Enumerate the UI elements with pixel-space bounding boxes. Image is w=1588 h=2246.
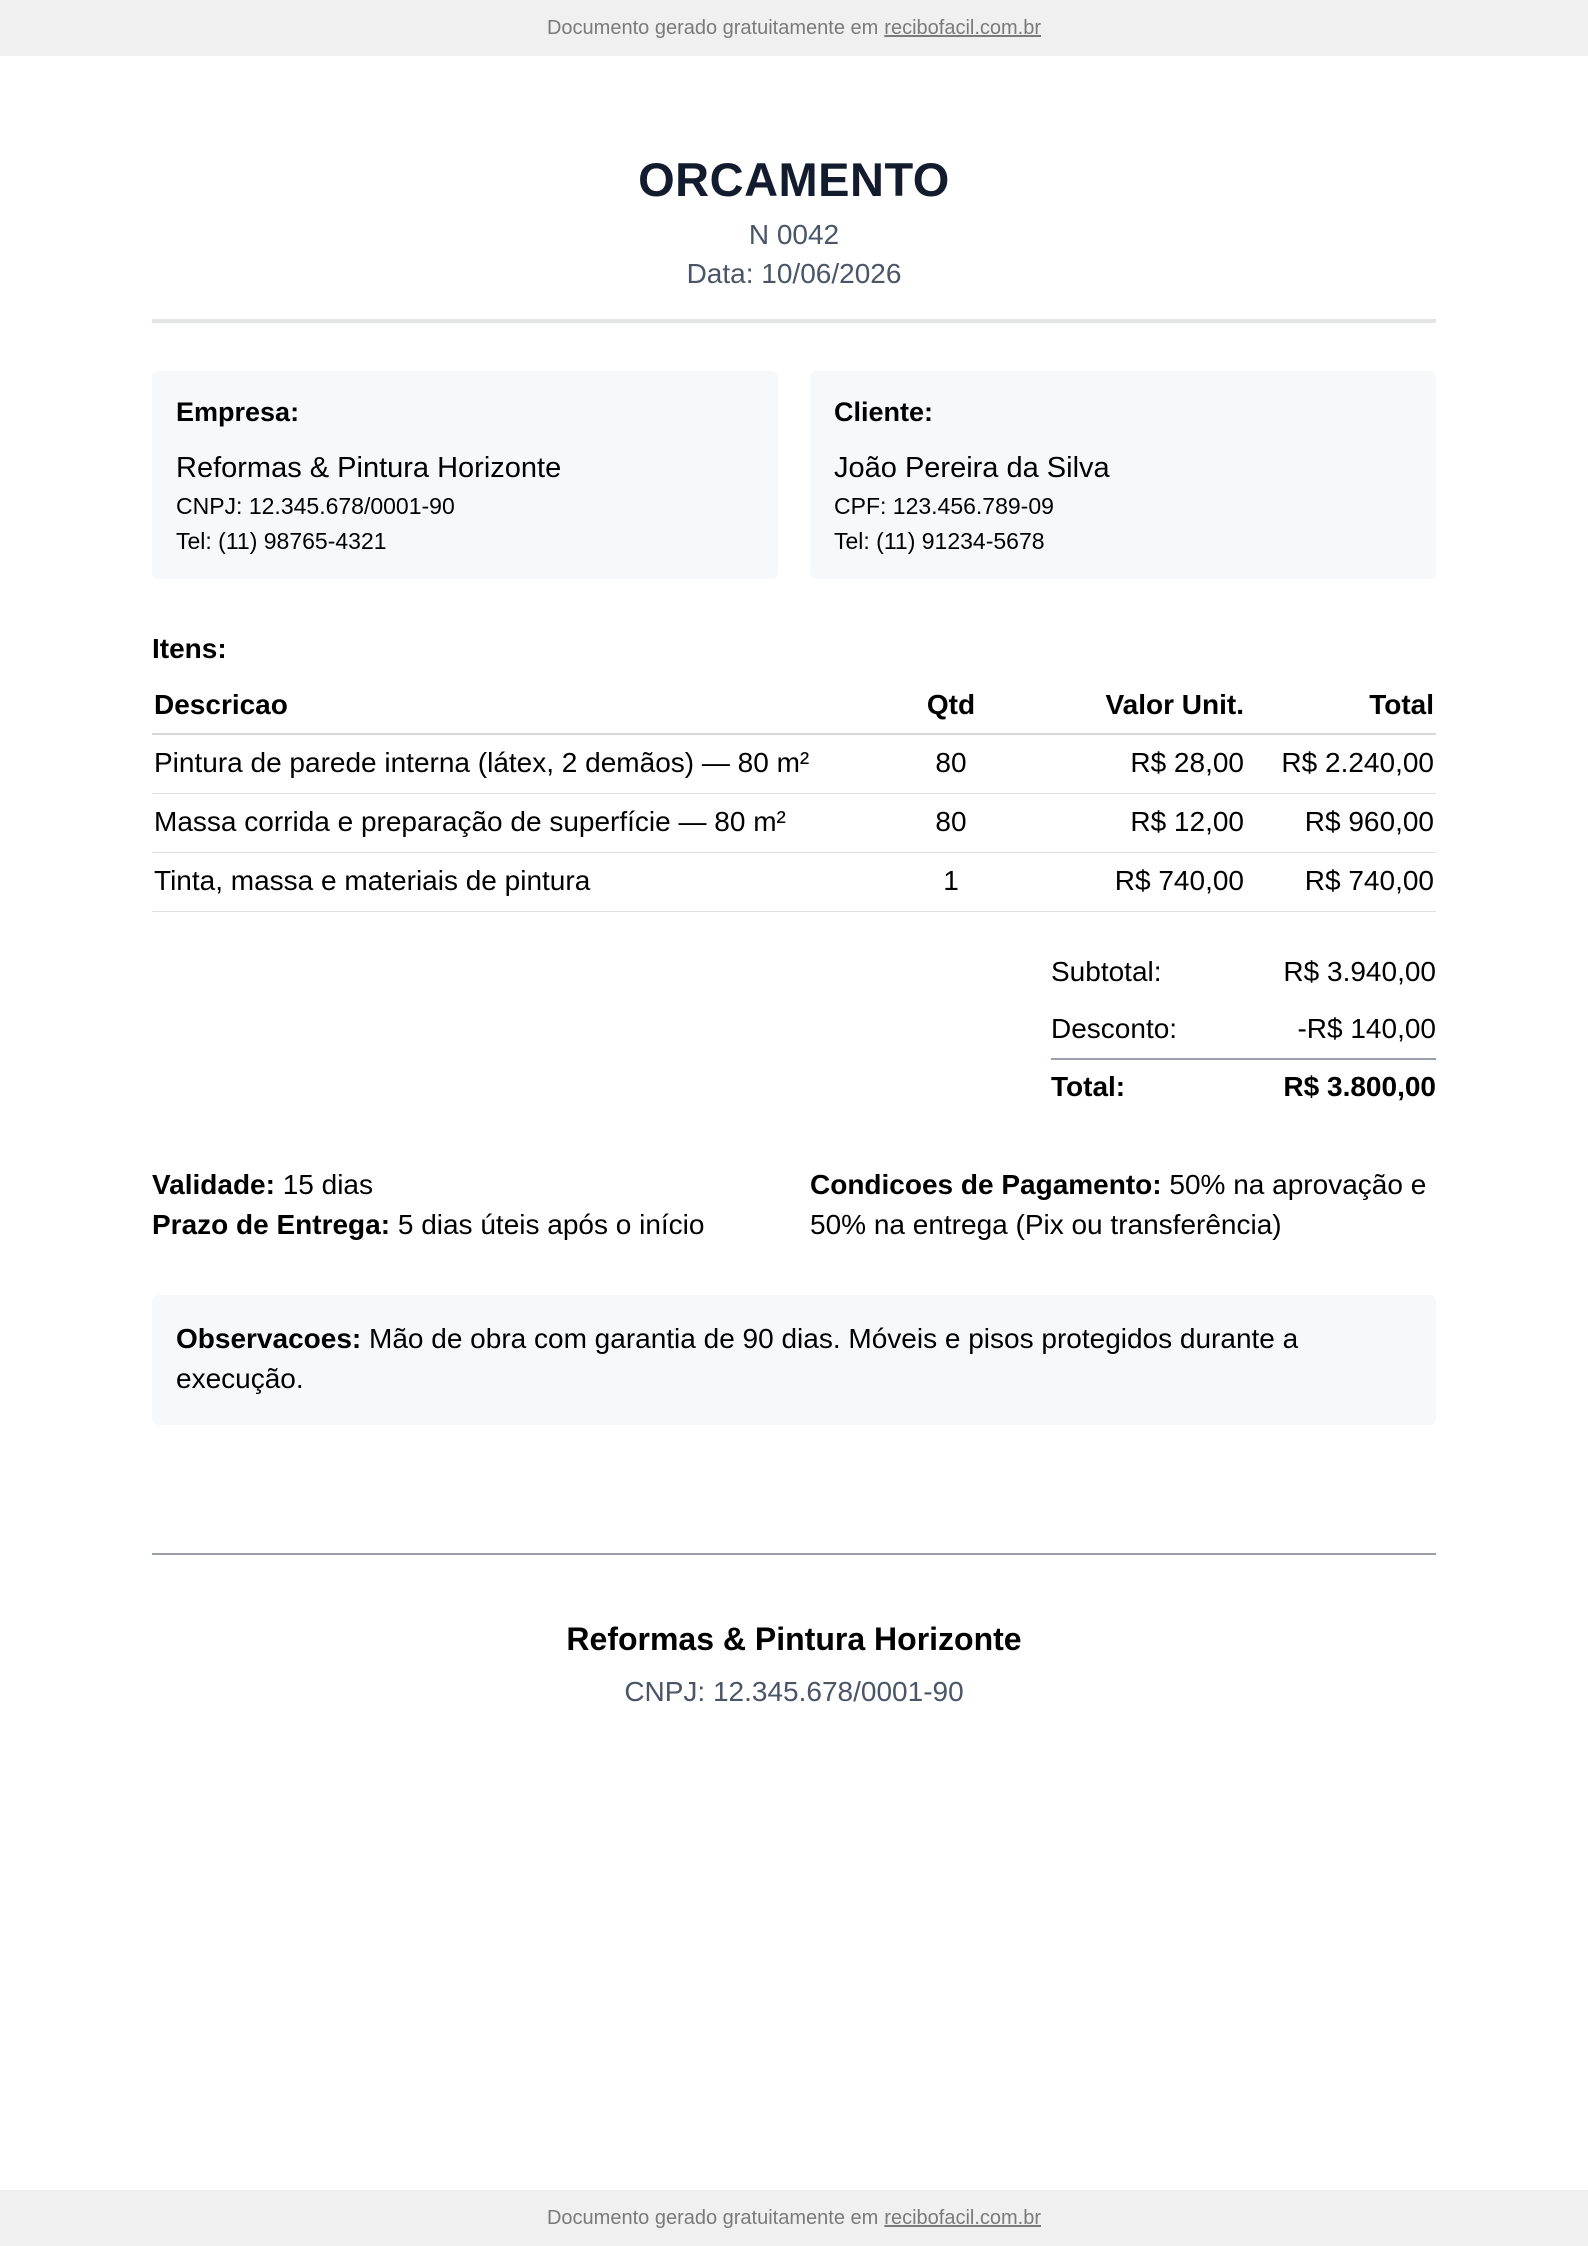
client-phone: Tel: (11) 91234-5678 [834,527,1045,554]
notes-box [152,1295,1436,1425]
document-title: ORCAMENTO [638,153,950,206]
items-header-row [152,689,1436,734]
column-description: Descricao [152,689,886,734]
item-quantity: 80 [886,793,1016,852]
item-unit-price: R$ 12,00 [1016,793,1246,852]
table-row [152,793,1436,852]
item-quantity: 1 [886,852,1016,911]
payment-label: Condicoes de Pagamento: [810,1168,1162,1200]
client-cpf: CPF: 123.456.789-09 [834,492,1054,519]
signature-block [152,1621,1436,1708]
notes-label: Observacoes: [176,1322,362,1354]
terms-right [810,1165,1436,1245]
terms-left [152,1165,778,1245]
company-box [152,371,778,579]
generated-notice-text: Documento gerado gratuitamente em [546,2206,879,2229]
terms-section [152,1165,1436,1245]
totals-block [1051,944,1436,1115]
delivery-value: 5 dias úteis após o início [397,1208,705,1240]
document-date: Data: 10/06/2026 [686,258,902,290]
item-total: R$ 960,00 [1246,793,1436,852]
validity-value: 15 dias [282,1168,374,1200]
total-row [1051,1058,1436,1115]
item-unit-price: R$ 28,00 [1016,734,1246,794]
budget-document [152,56,1436,1708]
item-description: Tinta, massa e materiais de pintura [152,852,886,911]
generated-notice-text: Documento gerado gratuitamente em [546,16,879,39]
company-cnpj: CNPJ: 12.345.678/0001-90 [176,492,455,519]
item-description: Massa corrida e preparação de superfície — 80 m² [152,793,886,852]
table-row [152,734,1436,794]
client-name: João Pereira da Silva [834,451,1110,484]
generated-notice-link[interactable]: recibofacil.com.br [884,2206,1042,2229]
generated-notice-link[interactable]: recibofacil.com.br [884,16,1042,39]
items-table [152,689,1436,912]
validity-line [152,1165,778,1205]
document-number: N 0042 [748,218,840,250]
company-heading: Empresa: [176,396,300,427]
validity-label: Validade: [152,1168,275,1200]
delivery-line [152,1205,778,1245]
item-description: Pintura de parede interna (látex, 2 demãos) — 80 m² [152,734,886,794]
client-box [810,371,1436,579]
subtotal-value: R$ 3.940,00 [1283,956,1436,988]
item-unit-price: R$ 740,00 [1016,852,1246,911]
total-value: R$ 3.800,00 [1283,1071,1436,1103]
payment-line [810,1165,1436,1245]
signature-line [152,1553,1436,1555]
notes-text: Mão de obra com garantia de 90 dias. Móveis e pisos protegidos durante a execução. [176,1322,1299,1394]
item-quantity: 80 [886,734,1016,794]
header-divider [152,319,1436,323]
document-header [152,56,1436,291]
generated-notice-bottom [0,2190,1588,2246]
item-total: R$ 2.240,00 [1246,734,1436,794]
total-label: Total: [1051,1071,1126,1103]
items-title: Itens: [152,632,227,664]
item-total: R$ 740,00 [1246,852,1436,911]
payment-value: 50% na aprovação e 50% na entrega (Pix ou transferência) [810,1168,1427,1240]
column-total: Total [1246,689,1436,734]
subtotal-label: Subtotal: [1051,956,1162,988]
generated-notice-top [0,0,1588,56]
company-phone: Tel: (11) 98765-4321 [176,527,387,554]
company-name: Reformas & Pintura Horizonte [176,451,562,484]
column-quantity: Qtd [886,689,1016,734]
table-row [152,852,1436,911]
subtotal-row [1051,944,1436,1001]
discount-label: Desconto: [1051,1013,1178,1045]
discount-value: -R$ 140,00 [1297,1013,1436,1045]
column-unit-price: Valor Unit. [1016,689,1246,734]
signature-cnpj: CNPJ: 12.345.678/0001-90 [624,1675,964,1707]
signature-name: Reformas & Pintura Horizonte [566,1620,1022,1657]
discount-row [1051,1001,1436,1058]
client-heading: Cliente: [834,396,934,427]
delivery-label: Prazo de Entrega: [152,1208,391,1240]
parties-section [152,371,1436,579]
